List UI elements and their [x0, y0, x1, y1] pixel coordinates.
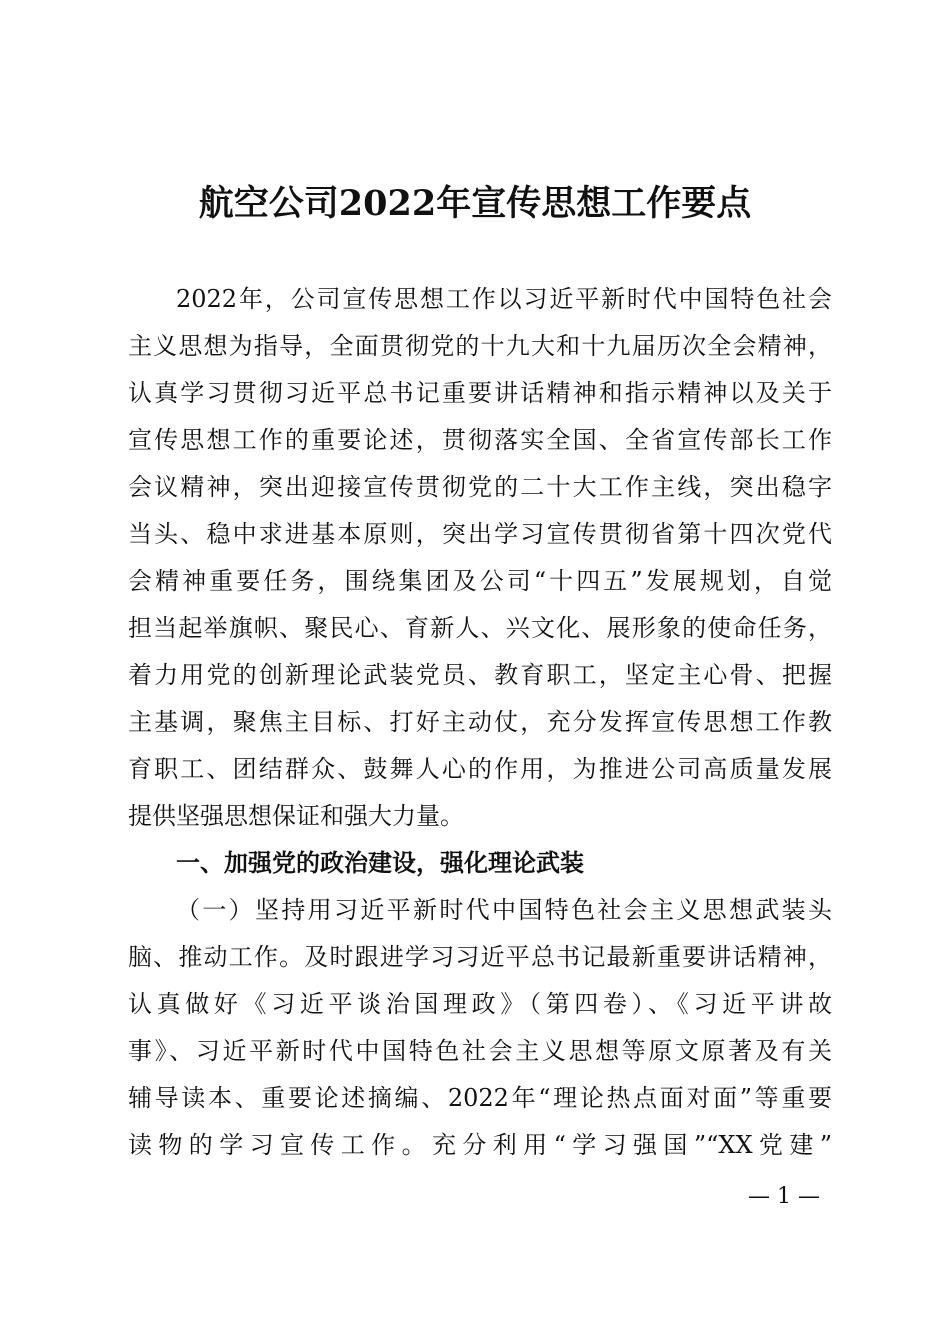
paragraph-line: 辅导读本、重要论述摘编、2022年“理论热点面对面”等重要 [128, 1084, 832, 1112]
paragraph-line: 提供坚强思想保证和强大力量。 [128, 802, 464, 830]
section-heading: 一、加强党的政治建设，强化理论武装 [176, 849, 584, 877]
paragraph-line: （一）坚持用习近平新时代中国特色社会主义思想武装头 [176, 896, 832, 924]
paragraph-line: 2022年，公司宣传思想工作以习近平新时代中国特色社会 [176, 285, 832, 313]
paragraph-line: 着力用党的创新理论武装党员、教育职工，坚定主心骨、把握 [128, 661, 832, 689]
page-number: — 1 — [748, 1184, 820, 1209]
paragraph-line: 宣传思想工作的重要论述，贯彻落实全国、全省宣传部长工作 [128, 426, 832, 454]
paragraph-line: 担当起举旗帜、聚民心、育新人、兴文化、展形象的使命任务， [128, 614, 832, 642]
paragraph-line: 会议精神，突出迎接宣传贯彻党的二十大工作主线，突出稳字 [128, 473, 832, 501]
paragraph-line: 认真学习贯彻习近平总书记重要讲话精神和指示精神以及关于 [128, 379, 832, 407]
paragraph-line: 育职工、团结群众、鼓舞人心的作用，为推进公司高质量发展 [128, 755, 832, 783]
paragraph-line: 主义思想为指导，全面贯彻党的十九大和十九届历次全会精神， [128, 332, 832, 360]
document-title: 航空公司2022年宣传思想工作要点 [198, 183, 752, 224]
paragraph-line: 会精神重要任务，围绕集团及公司“十四五”发展规划，自觉 [128, 567, 832, 595]
paragraph-line: 认真做好《习近平谈治国理政》（第四卷）、《习近平讲故 [128, 990, 832, 1018]
paragraph-line: 脑、推动工作。及时跟进学习习近平总书记最新重要讲话精神， [128, 943, 832, 971]
paragraph-line: 当头、稳中求进基本原则，突出学习宣传贯彻省第十四次党代 [128, 520, 832, 548]
paragraph-line: 读物的学习宣传工作。充分利用“学习强国”“XX党建” [128, 1131, 832, 1159]
paragraph-line: 事》、习近平新时代中国特色社会主义思想等原文原著及有关 [128, 1037, 832, 1065]
paragraph-line: 主基调，聚焦主目标、打好主动仗，充分发挥宣传思想工作教 [128, 708, 832, 736]
